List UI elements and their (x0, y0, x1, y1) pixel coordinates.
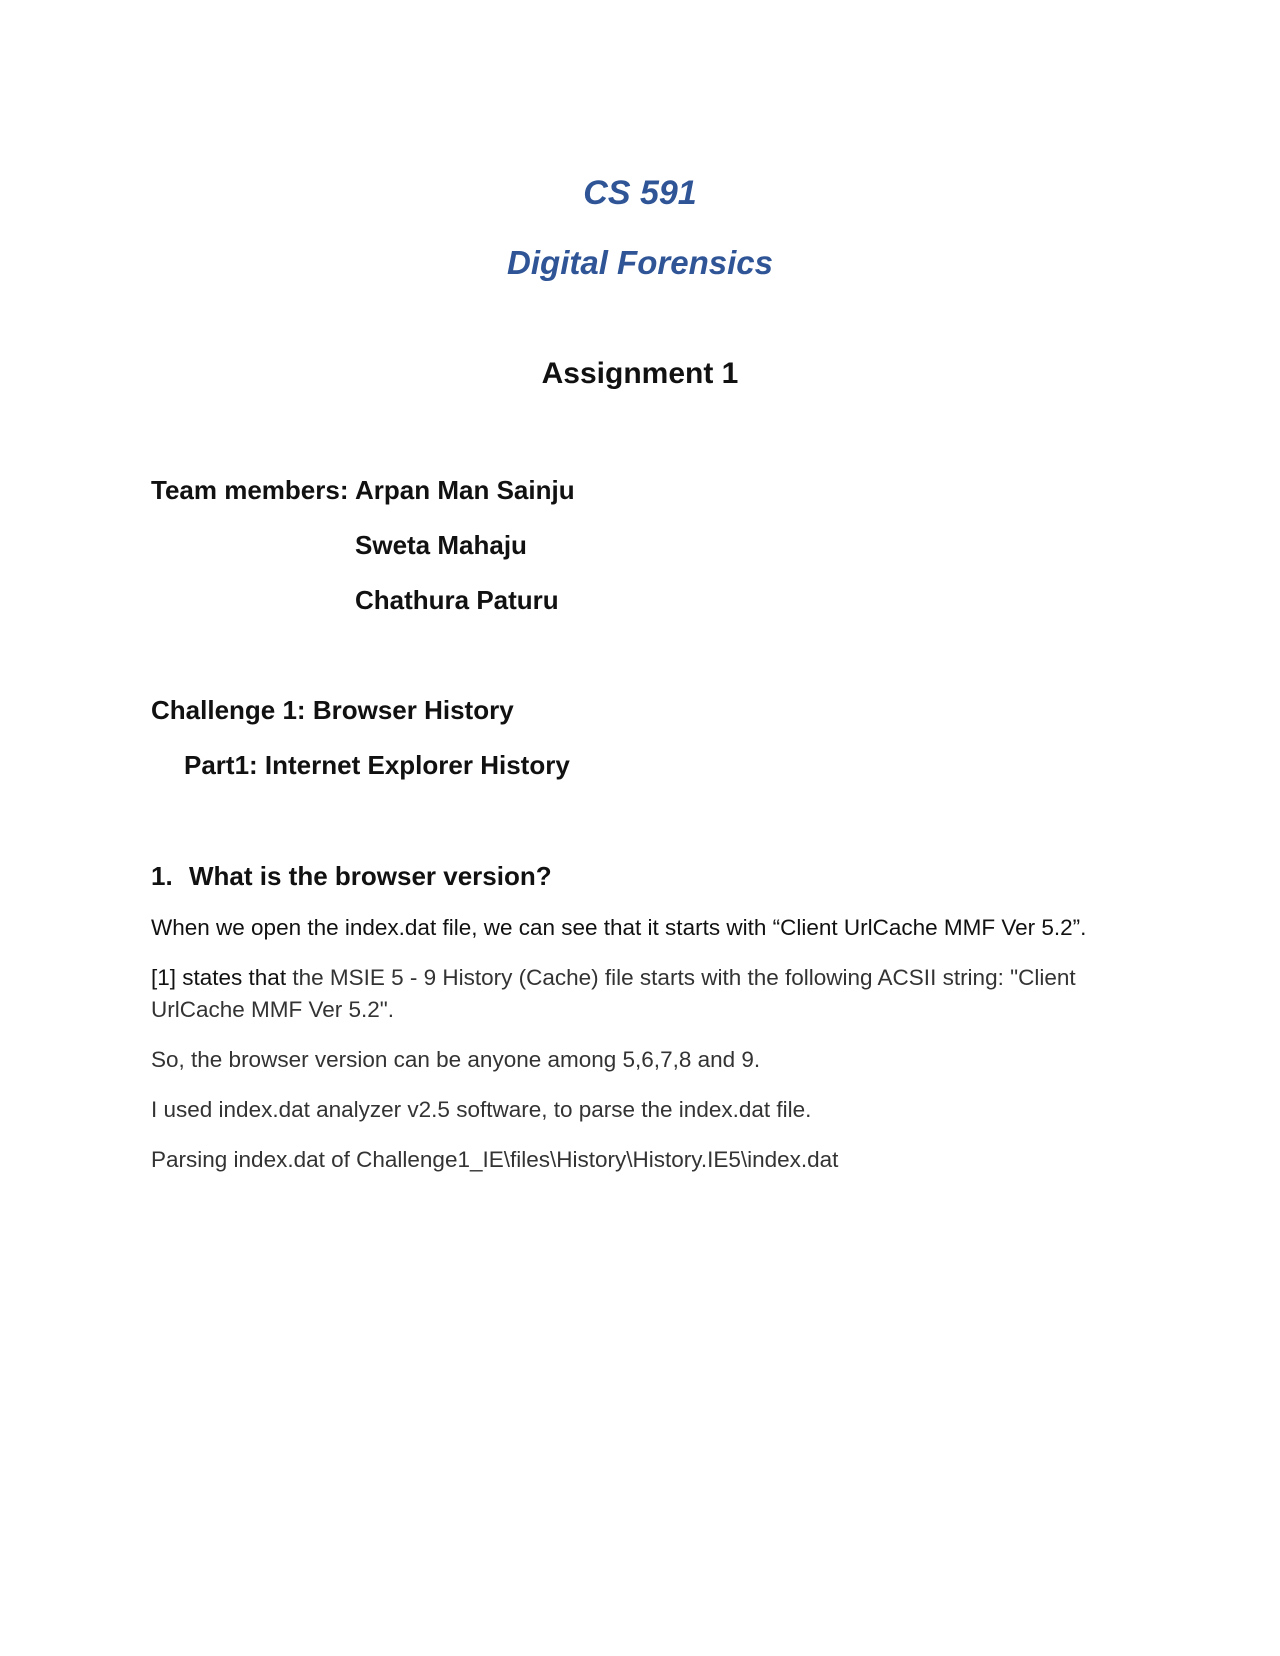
answer-paragraph: I used index.dat analyzer v2.5 software, to parse the index.dat file. (151, 1097, 812, 1122)
team-member: Arpan Man Sainju (355, 475, 575, 505)
challenge-heading: Challenge 1: Browser History (151, 695, 514, 725)
course-title: Digital Forensics (507, 244, 773, 281)
team-member: Chathura Paturu (355, 585, 559, 615)
part-heading: Part1: Internet Explorer History (184, 750, 570, 780)
question-heading: What is the browser version? (189, 861, 552, 891)
question-number: 1. (151, 861, 173, 891)
answer-paragraph (151, 962, 1151, 1026)
citation-lead: [1] states that (151, 965, 293, 990)
team-members-label: Team members: (151, 475, 349, 505)
answer-paragraph: So, the browser version can be anyone among 5,6,7,8 and 9. (151, 1047, 761, 1072)
team-member: Sweta Mahaju (355, 530, 527, 560)
answer-paragraph: When we open the index.dat file, we can see that it starts with “Client UrlCache MMF Ver 5.2”. (151, 915, 1087, 940)
assignment-title: Assignment 1 (541, 357, 739, 390)
citation-quote: the MSIE 5 - 9 History (Cache) file starts with the following ACSII string: "Client UrlCache MMF Ver 5.2". (151, 965, 1076, 1022)
answer-paragraph: Parsing index.dat of Challenge1_IE\files\History\History.IE5\index.dat (151, 1147, 839, 1172)
course-code: CS 591 (583, 174, 697, 212)
